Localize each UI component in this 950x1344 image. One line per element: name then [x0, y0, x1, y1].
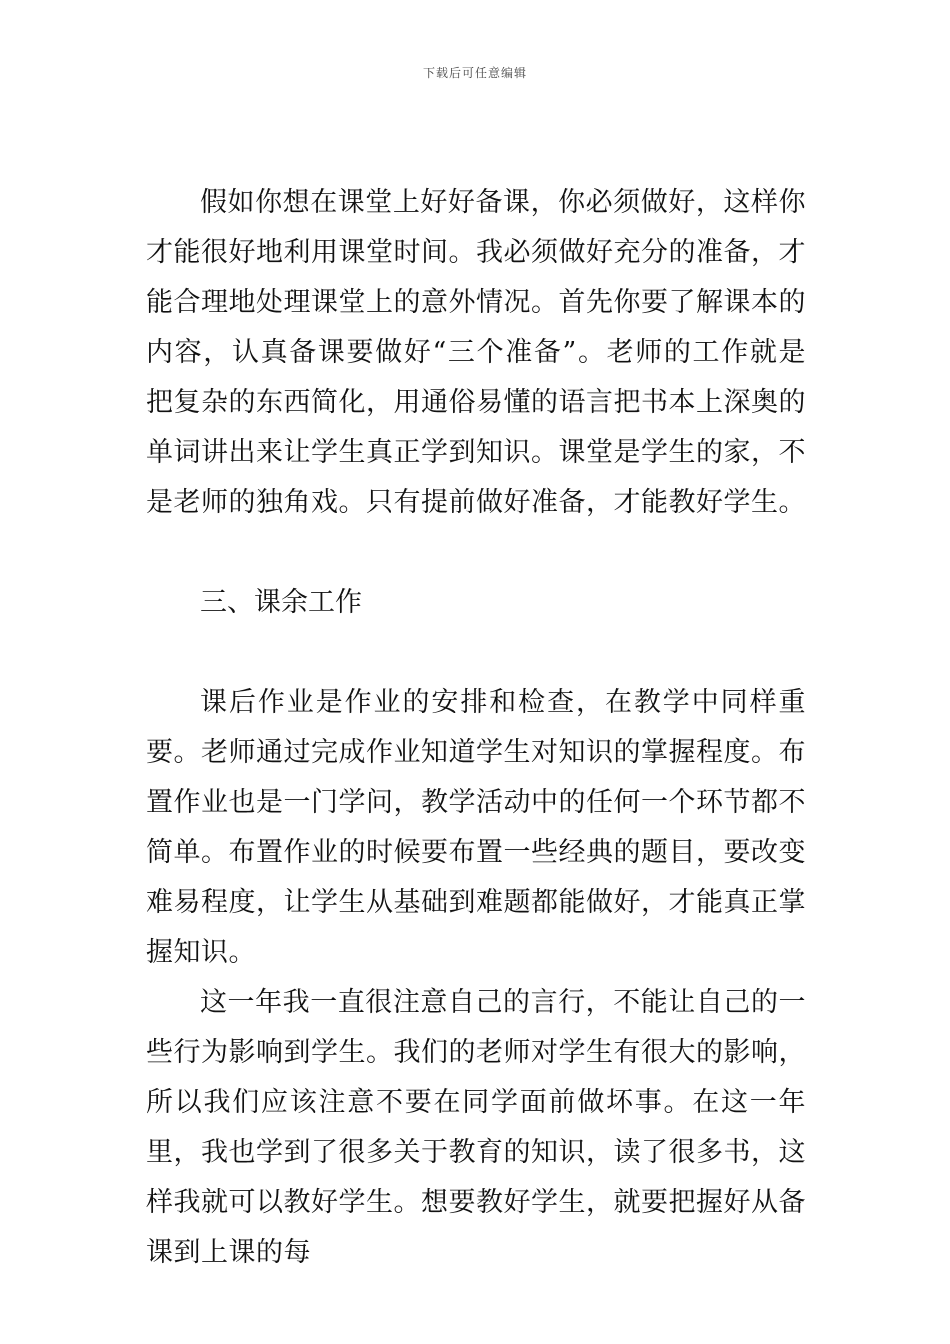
document-body: [146, 178, 806, 1278]
spacer: [146, 528, 806, 578]
paragraph-homework: 课后作业是作业的安排和检查，在教学中同样重要。老师通过完成作业知道学生对知识的掌握程度。布置作业也是一门学问，教学活动中的任何一个环节都不简单。布置作业的时候要布置一些经典的题目，要改变难易程度，让学生从基础到难题都能做好，才能真正掌握知识。: [146, 687, 806, 968]
page-header: 下载后可任意编辑: [422, 66, 527, 80]
section-heading: 三、课余工作: [200, 587, 362, 618]
spacer: [146, 628, 806, 678]
paragraph-conduct: 这一年我一直很注意自己的言行，不能让自己的一些行为影响到学生。我们的老师对学生有很大的影响，所以我们应该注意不要在同学面前做坏事。在这一年里，我也学到了很多关于教育的知识，读了很多书，这样我就可以教好学生。想要教好学生，就要把握好从备课到上课的每: [146, 987, 806, 1268]
paragraph-lesson-preparation: 假如你想在课堂上好好备课，你必须做好，这样你才能很好地利用课堂时间。我必须做好充分的准备，才能合理地处理课堂上的意外情况。首先你要了解课本的内容，认真备课要做好“三个准备”。老师的工作就是把复杂的东西简化，用通俗易懂的语言把书本上深奥的单词讲出来让学生真正学到知识。课堂是学生的家，不是老师的独角戏。只有提前做好准备，才能教好学生。: [146, 187, 806, 518]
